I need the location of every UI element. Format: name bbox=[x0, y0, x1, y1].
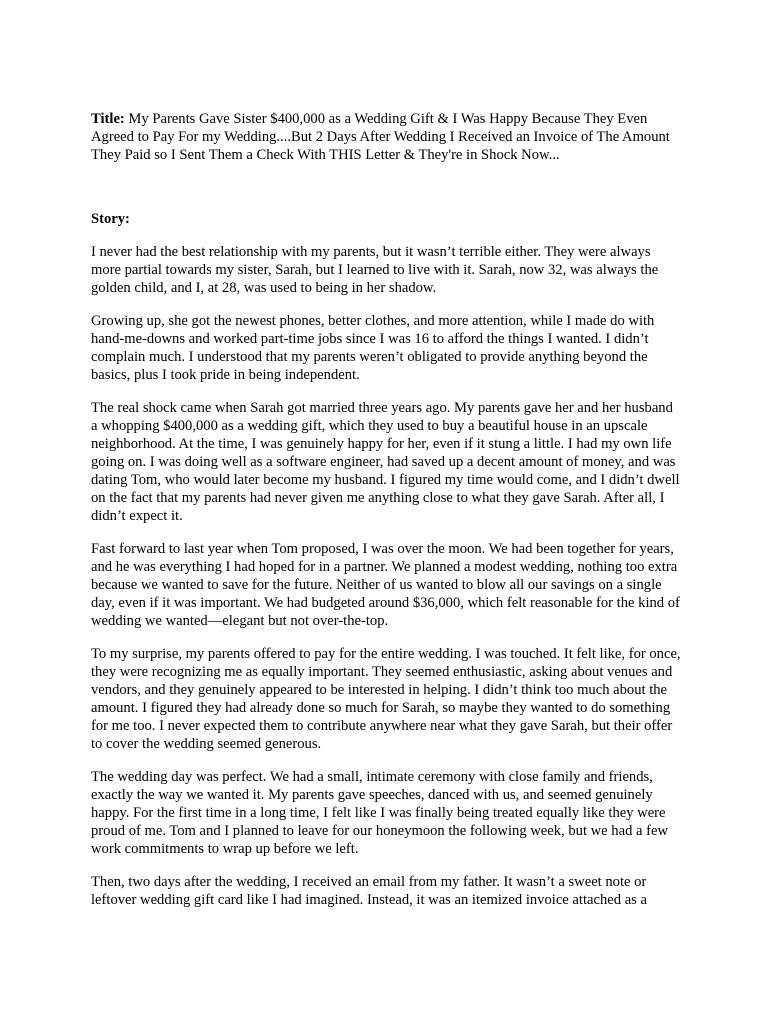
story-paragraph: I never had the best relationship with my parents, but it wasn’t terrible either. They were always more partial towards my sister, Sarah, but I learned to live with it. Sarah, now 32, was always the golden child, and I, at 28, was used to being in her shadow. bbox=[91, 244, 659, 296]
story-heading: Story: bbox=[91, 211, 130, 227]
story-paragraph: Growing up, she got the newest phones, better clothes, and more attention, while I made do with hand-me-downs and worked part-time jobs since I was 16 to afford the things I wanted. I didn’t complain much. I understood that my parents weren’t obligated to provide anything beyond the basics, plus I took pride in being independent. bbox=[91, 313, 655, 383]
document-page bbox=[91, 110, 681, 909]
story-paragraph: Fast forward to last year when Tom proposed, I was over the moon. We had been together for years, and he was everything I had hoped for in a partner. We planned a modest wedding, nothing too extra because we wanted to save for the future. Neither of us wanted to blow all our savings on a single day, even if it was important. We had budgeted around $36,000, which felt reasonable for the kind of wedding we wanted—elegant but not over-the-top. bbox=[91, 541, 680, 629]
story-paragraph: The wedding day was perfect. We had a small, intimate ceremony with close family and friends, exactly the way we wanted it. My parents gave speeches, danced with us, and seemed genuinely happy. For the first time in a long time, I felt like I was finally being treated equally like they were proud of me. Tom and I planned to leave for our honeymoon the following week, but we had a few work commitments to wrap up before we left. bbox=[91, 769, 669, 857]
document-title bbox=[91, 110, 681, 164]
story-paragraph: The real shock came when Sarah got married three years ago. My parents gave her and her husband a whopping $400,000 as a wedding gift, which they used to buy a beautiful house in an upscale neighborhood. At the time, I was genuinely happy for her, even if it stung a little. I had my own life going on. I was doing well as a software engineer, had saved up a decent amount of money, and was dating Tom, who would later become my husband. I figured my time would come, and I didn’t dwell on the fact that my parents had never given me anything close to what they gave Sarah. After all, I didn’t expect it. bbox=[91, 400, 680, 524]
title-label: Title: bbox=[91, 111, 125, 127]
story-paragraph: To my surprise, my parents offered to pay for the entire wedding. I was touched. It felt like, for once, they were recognizing me as equally important. They seemed enthusiastic, asking about venues and vendors, and they genuinely appeared to be interested in helping. I didn’t think too much about the amount. I figured they had already done so much for Sarah, so maybe they wanted to do something for me too. I never expected them to contribute anywhere near what they gave Sarah, but their offer to cover the wedding seemed generous. bbox=[91, 646, 681, 752]
title-text: My Parents Gave Sister $400,000 as a Wedding Gift & I Was Happy Because They Even Agreed to Pay For my Wedding....But 2 Days After Wedding I Received an Invoice of The Amount They Paid so I Sent Them a Check With THIS Letter & They're in Shock Now... bbox=[91, 111, 670, 163]
story-paragraph: Then, two days after the wedding, I received an email from my father. It wasn’t a sweet note or leftover wedding gift card like I had imagined. Instead, it was an itemized invoice attached as a bbox=[91, 874, 647, 908]
